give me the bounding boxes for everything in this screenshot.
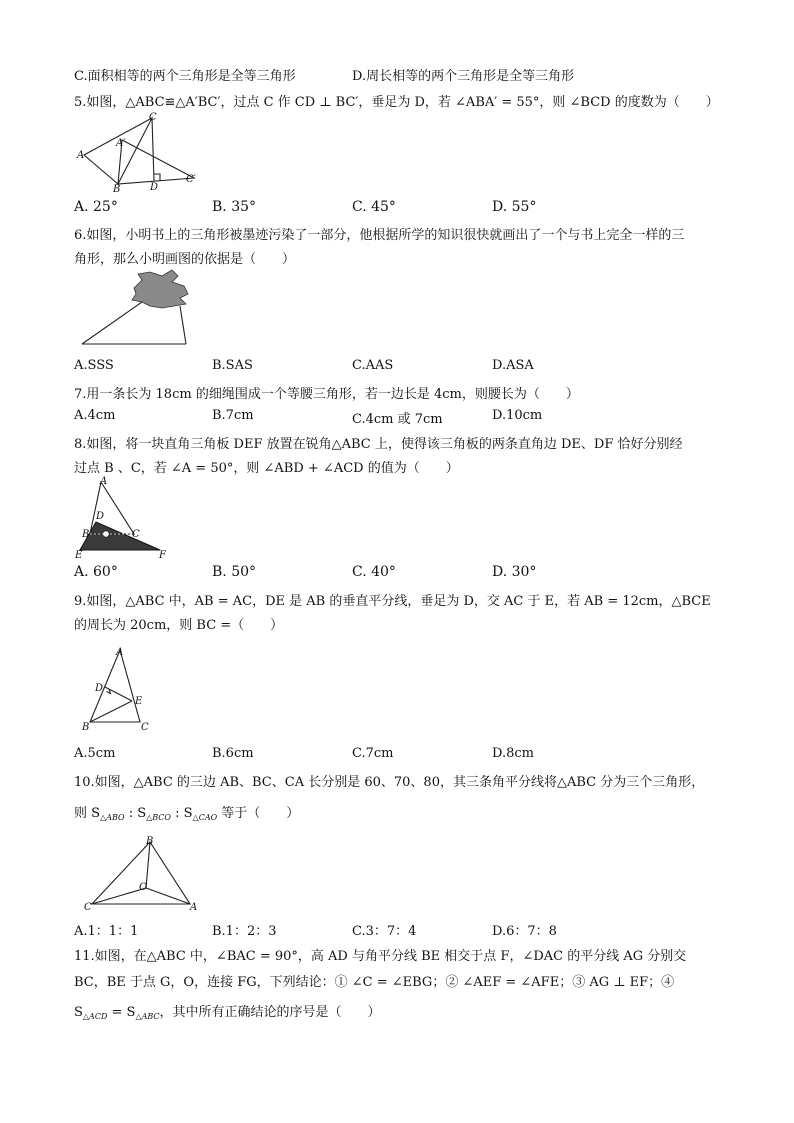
q5-options	[74, 199, 754, 219]
q9-option-a[interactable]: A.5cm	[74, 746, 116, 761]
q11-stem-line1: 11.如图，在△ABC 中，∠BAC = 90°，高 AD 与角平分线 BE 相交于点 F，∠DAC 的平分线 AG 分别交	[74, 949, 687, 964]
q6-option-b[interactable]: B.SAS	[212, 358, 253, 373]
q8-label-d: D	[96, 511, 105, 522]
ink-blot	[132, 270, 188, 308]
q5-label-d: D	[150, 182, 159, 192]
q7-options	[74, 408, 754, 428]
q5-label-c: C	[149, 112, 157, 123]
q6-option-c[interactable]: C.AAS	[352, 358, 394, 373]
q10-colon-1: : S	[124, 806, 147, 821]
q8-stem-line1: 8.如图，将一块直角三角板 DEF 放置在锐角△ABC 上，使得该三角板的两条直角边 DE、DF 恰好分别经	[74, 437, 683, 452]
q9-stem-line1: 9.如图，△ABC 中，AB = AC，DE 是 AB 的垂直平分线，垂足为 D，交 AC 于 E，若 AB = 12cm，△BCE	[74, 594, 711, 609]
q9-options	[74, 746, 754, 766]
q9-label-e: E	[135, 696, 143, 707]
q7-option-c[interactable]: C.4cm 或 7cm	[352, 412, 443, 427]
q9-stem-line2: 的周长为 20cm，则 BC =（ ）	[74, 618, 284, 633]
q8-label-e: E	[75, 550, 83, 558]
q10-sub-abo: △ABO	[100, 813, 125, 822]
q10-label-b: B	[146, 836, 154, 847]
q5-label-b: B	[113, 184, 121, 192]
q9-label-b: B	[82, 722, 90, 733]
q6-figure	[76, 268, 196, 350]
q8-stem-line2: 过点 B 、C，若 ∠A = 50°，则 ∠ABD + ∠ACD 的值为（ ）	[74, 461, 459, 476]
q10-colon-2: : S	[170, 806, 193, 821]
q8-option-a[interactable]: A. 60°	[74, 564, 118, 580]
q9-label-d: D	[95, 683, 104, 694]
q6-option-d[interactable]: D.ASA	[492, 358, 534, 373]
q9-label-c: C	[141, 722, 149, 733]
q6-options	[74, 358, 754, 378]
q8-option-c[interactable]: C. 40°	[352, 564, 396, 580]
q10-stem-line2	[74, 802, 299, 822]
q8-label-a: A	[100, 476, 108, 487]
q8-figure	[74, 476, 170, 558]
q5-option-a[interactable]: A. 25°	[74, 199, 118, 215]
q8-option-d[interactable]: D. 30°	[492, 564, 537, 580]
q5-option-b[interactable]: B. 35°	[212, 199, 257, 215]
q5-stem: 5.如图，△ABC≌△A′BC′，过点 C 作 CD ⊥ BC′，垂足为 D，若 ∠ABA′ = 55°，则 ∠BCD 的度数为（ ）	[74, 95, 719, 110]
q9-option-b[interactable]: B.6cm	[212, 746, 254, 761]
q8-label-f: F	[159, 550, 166, 558]
q6-stem-line1: 6.如图，小明书上的三角形被墨迹污染了一部分，他根据所学的知识很快就画出了一个与书上完全一样的三	[74, 228, 685, 243]
q7-stem: 7.用一条长为 18cm 的细绳围成一个等腰三角形，若一边长是 4cm，则腰长为（ ）	[74, 387, 579, 402]
q10-label-a: A	[190, 902, 198, 912]
q10-option-d[interactable]: D.6：7：8	[492, 924, 557, 939]
q4-option-d: D.周长相等的两个三角形是全等三角形	[352, 69, 575, 84]
q8-options	[74, 564, 754, 584]
q8-label-c: C	[132, 529, 140, 540]
q5-label-c-prime: C′	[186, 174, 196, 185]
q11-stem3-post: ，其中所有正确结论的序号是（ ）	[159, 1005, 381, 1020]
q10-figure	[80, 834, 200, 912]
q7-option-b[interactable]: B.7cm	[212, 408, 254, 423]
q9-option-c[interactable]: C.7cm	[352, 746, 394, 761]
q5-option-c[interactable]: C. 45°	[352, 199, 396, 215]
q11-sub-abc: △ABC	[135, 1012, 160, 1021]
q9-label-a: A	[116, 647, 124, 658]
q10-label-c: C	[84, 902, 92, 912]
q11-equals: = S	[107, 1005, 136, 1020]
q6-option-a[interactable]: A.SSS	[74, 358, 114, 373]
q10-stem-post: 等于（ ）	[217, 806, 300, 821]
q10-option-a[interactable]: A.1：1：1	[74, 924, 139, 939]
q10-sub-bco: △BCO	[146, 813, 171, 822]
q5-figure	[76, 110, 206, 192]
q11-stem-line2: BC，BE 于点 G，O，连接 FG，下列结论：① ∠C = ∠EBG；② ∠AEF = ∠AFE；③ AG ⊥ EF；④	[74, 975, 675, 990]
q10-option-c[interactable]: C.3：7：4	[352, 924, 417, 939]
q8-label-b: B	[82, 529, 90, 540]
q7-option-d[interactable]: D.10cm	[492, 408, 543, 423]
q7-option-a[interactable]: A.4cm	[74, 408, 116, 423]
q11-stem3-pre: S	[74, 1005, 83, 1020]
q8-option-b[interactable]: B. 50°	[212, 564, 257, 580]
q5-label-a: A	[77, 150, 85, 161]
q5-label-a-prime: A′	[116, 138, 126, 149]
q10-stem-pre: 则 S	[74, 806, 101, 821]
q6-stem-line2: 角形，那么小明画图的依据是（ ）	[74, 252, 296, 267]
q10-options	[74, 920, 754, 940]
q4-option-c: C.面积相等的两个三角形是全等三角形	[74, 69, 296, 84]
q10-label-o: O	[139, 882, 148, 893]
q9-option-d[interactable]: D.8cm	[492, 746, 534, 761]
q9-figure	[80, 644, 160, 734]
q10-sub-cao: △CAO	[192, 813, 218, 822]
q5-option-d[interactable]: D. 55°	[492, 199, 537, 215]
q10-option-b[interactable]: B.1：2：3	[212, 924, 277, 939]
q11-sub-acd: △ACD	[82, 1012, 108, 1021]
q11-stem-line3	[74, 1001, 381, 1021]
q10-stem-line1: 10.如图，△ABC 的三边 AB、BC、CA 长分别是 60、70、80，其三条角平分线将△ABC 分为三个三角形，	[74, 775, 705, 790]
